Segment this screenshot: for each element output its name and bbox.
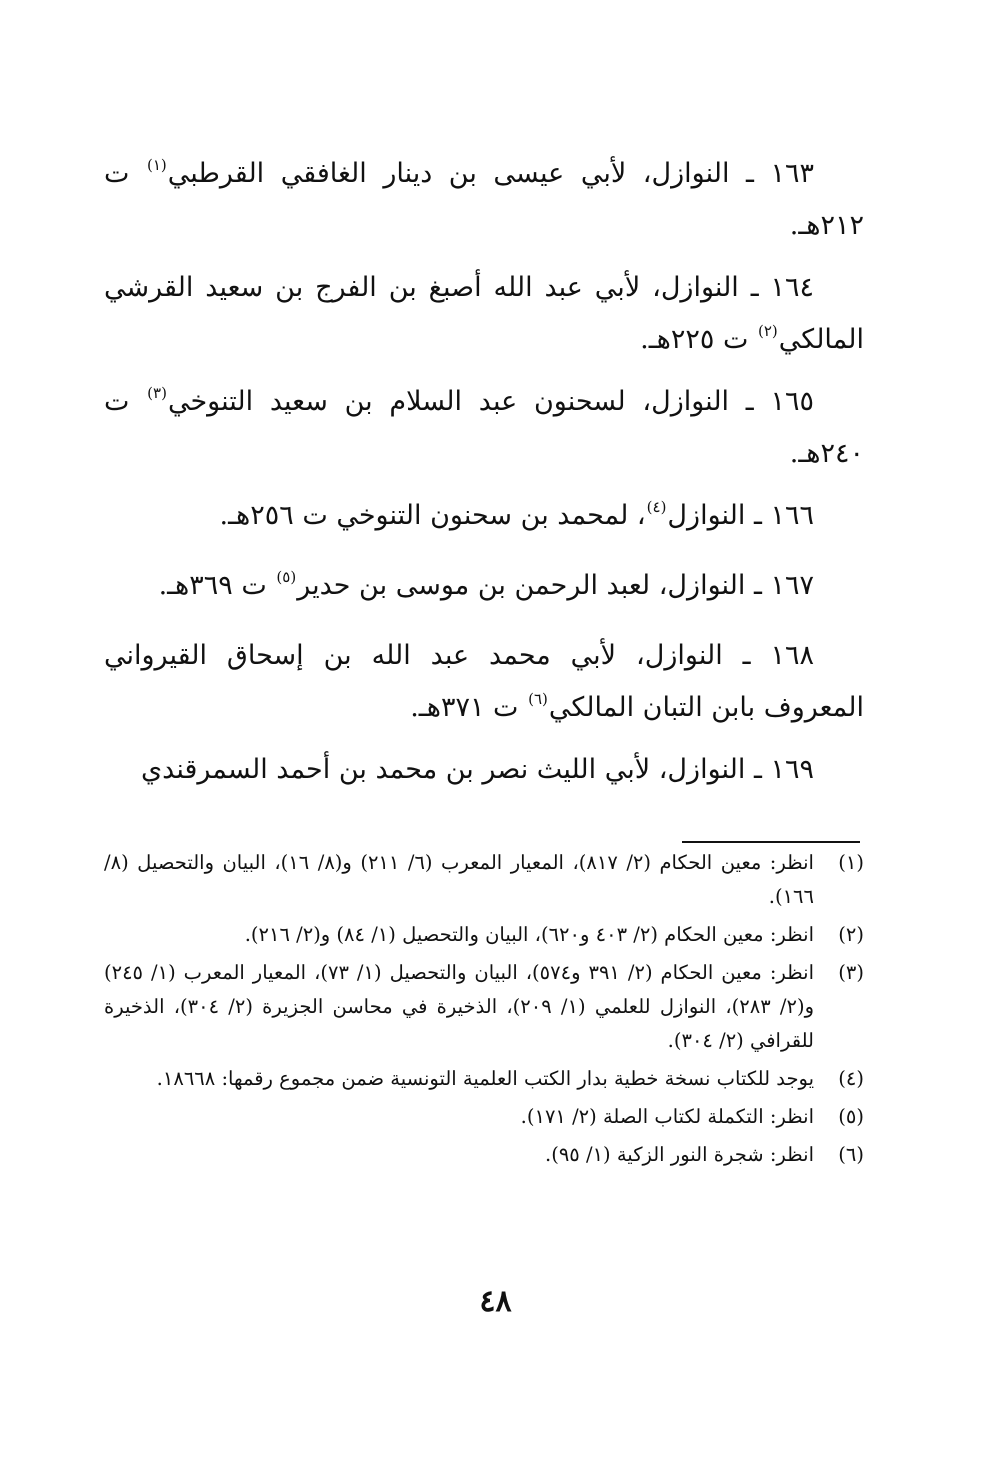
entry-text: النوازل، لأبي محمد عبد الله بن إسحاق القيرواني المعروف بابن التبان المالكي: [104, 640, 864, 723]
entry-168: ١٦٨ ـ النوازل، لأبي محمد عبد الله بن إسحاق القيرواني المعروف بابن التبان المالكي$^{(٦)}$ ت ٣٧١هـ.: [104, 640, 864, 723]
entry-text: النوازل، لأبي الليث نصر بن محمد بن أحمد السمرقندي: [141, 754, 746, 785]
footnotes: [104, 846, 864, 1176]
footnote-4: [104, 1062, 864, 1096]
footnote-number: (٥): [838, 1105, 864, 1128]
main-text: [104, 148, 864, 806]
entry-text: النوازل، لعبد الرحمن بن موسى بن حدير: [297, 570, 746, 601]
footnote-2: [104, 918, 864, 952]
entry-number: ١٦٣: [770, 158, 814, 189]
entry-text: النوازل، لأبي عيسى بن دينار الغافقي القرطبي: [167, 158, 730, 189]
footnote-ref: (٤): [646, 498, 667, 516]
entry-number: ١٦٥: [770, 386, 814, 417]
entry-text: النوازل، لأبي عبد الله أصبغ بن الفرج بن سعيد القرشي المالكي: [104, 272, 864, 355]
footnote-3: [104, 956, 864, 1058]
entry-169: ١٦٩ ـ النوازل، لأبي الليث نصر بن محمد بن أحمد السمرقندي: [141, 754, 814, 785]
entry-number: ١٦٨: [770, 640, 814, 671]
entry-date: ، لمحمد بن سحنون التنوخي ت ٢٥٦هـ.: [219, 500, 646, 531]
entry-167: ١٦٧ ـ النوازل، لعبد الرحمن بن موسى بن حدير$^{(٥)}$ ت ٣٦٩هـ.: [158, 568, 814, 601]
footnote-6: [104, 1138, 864, 1172]
footnote-separator: [682, 841, 860, 843]
footnote-text: انظر: معين الحكام (٢/ ٣٩١ و٥٧٤)، البيان والتحصيل (١/ ٧٣)، المعيار المعرب (١/ ٢٤٥) و(٢/ ٢٨٣)، النوازل للعلمي (١/ ٢٠٩)، الذخيرة في محاسن الجزيرة (٢/ ٣٠٤)، الذخيرة للقرافي (٢/ ٣٠٤).: [104, 961, 814, 1052]
entry-164: ١٦٤ ـ النوازل، لأبي عبد الله أصبغ بن الفرج بن سعيد القرشي المالكي$^{(٢)}$ ت ٢٢٥هـ.: [104, 272, 864, 355]
entry-text: النوازل، لسحنون عبد السلام بن سعيد التنوخي: [167, 386, 730, 417]
entry-number: ١٦٦: [770, 500, 814, 531]
footnote-ref: (١): [146, 156, 167, 174]
footnote-number: (١): [838, 851, 864, 874]
entry-date: ت ٢٤٠هـ.: [104, 386, 864, 469]
entry-date: ت ٢٢٥هـ.: [640, 324, 749, 355]
footnote-ref: (٦): [528, 690, 548, 708]
footnote-number: (٤): [838, 1067, 864, 1090]
page-number: ٤٨: [479, 1284, 512, 1319]
footnote-text: انظر: معين الحكام (٢/ ٤٠٣ و٦٢٠)، البيان والتحصيل (١/ ٨٤) و(٢/ ٢١٦).: [244, 923, 814, 946]
entry-165: ١٦٥ ـ النوازل، لسحنون عبد السلام بن سعيد التنوخي$^{(٣)}$ ت ٢٤٠هـ.: [104, 384, 864, 469]
entry-163: ١٦٣ ـ النوازل، لأبي عيسى بن دينار الغافقي القرطبي$^{(١)}$ ت ٢١٢هـ.: [104, 156, 864, 241]
footnote-ref: (٣): [147, 384, 167, 402]
footnote-1: [104, 846, 864, 914]
entry-text: النوازل: [667, 500, 746, 531]
entry-date: ت ٣٦٩هـ.: [158, 570, 267, 601]
footnote-ref: (٢): [758, 322, 778, 340]
entry-166: ١٦٦ ـ النوازل$^{(٤)}$، لمحمد بن سحنون التنوخي ت ٢٥٦هـ.: [219, 498, 814, 531]
entry-number: ١٦٩: [770, 754, 814, 785]
footnote-text: انظر: شجرة النور الزكية (١/ ٩٥).: [545, 1143, 814, 1166]
entry-number: ١٦٤: [770, 272, 815, 303]
footnote-ref: (٥): [276, 568, 297, 586]
footnote-number: (٣): [838, 961, 864, 984]
footnote-text: انظر: معين الحكام (٢/ ٨١٧)، المعيار المعرب (٦/ ٢١١) و(٨/ ١٦)، البيان والتحصيل (٨/ ١٦٦).: [104, 851, 814, 908]
entry-number: ١٦٧: [770, 570, 814, 601]
footnote-number: (٦): [838, 1143, 864, 1166]
footnote-text: يوجد للكتاب نسخة خطية بدار الكتب العلمية التونسية ضمن مجموع رقمها: ١٨٦٦٨.: [156, 1067, 814, 1090]
footnote-text: انظر: التكملة لكتاب الصلة (٢/ ١٧١).: [520, 1105, 814, 1128]
footnote-5: [104, 1100, 864, 1134]
entry-date: ت ٣٧١هـ.: [410, 692, 519, 723]
footnote-number: (٢): [838, 923, 864, 946]
entry-date: ت ٢١٢هـ.: [104, 158, 864, 241]
